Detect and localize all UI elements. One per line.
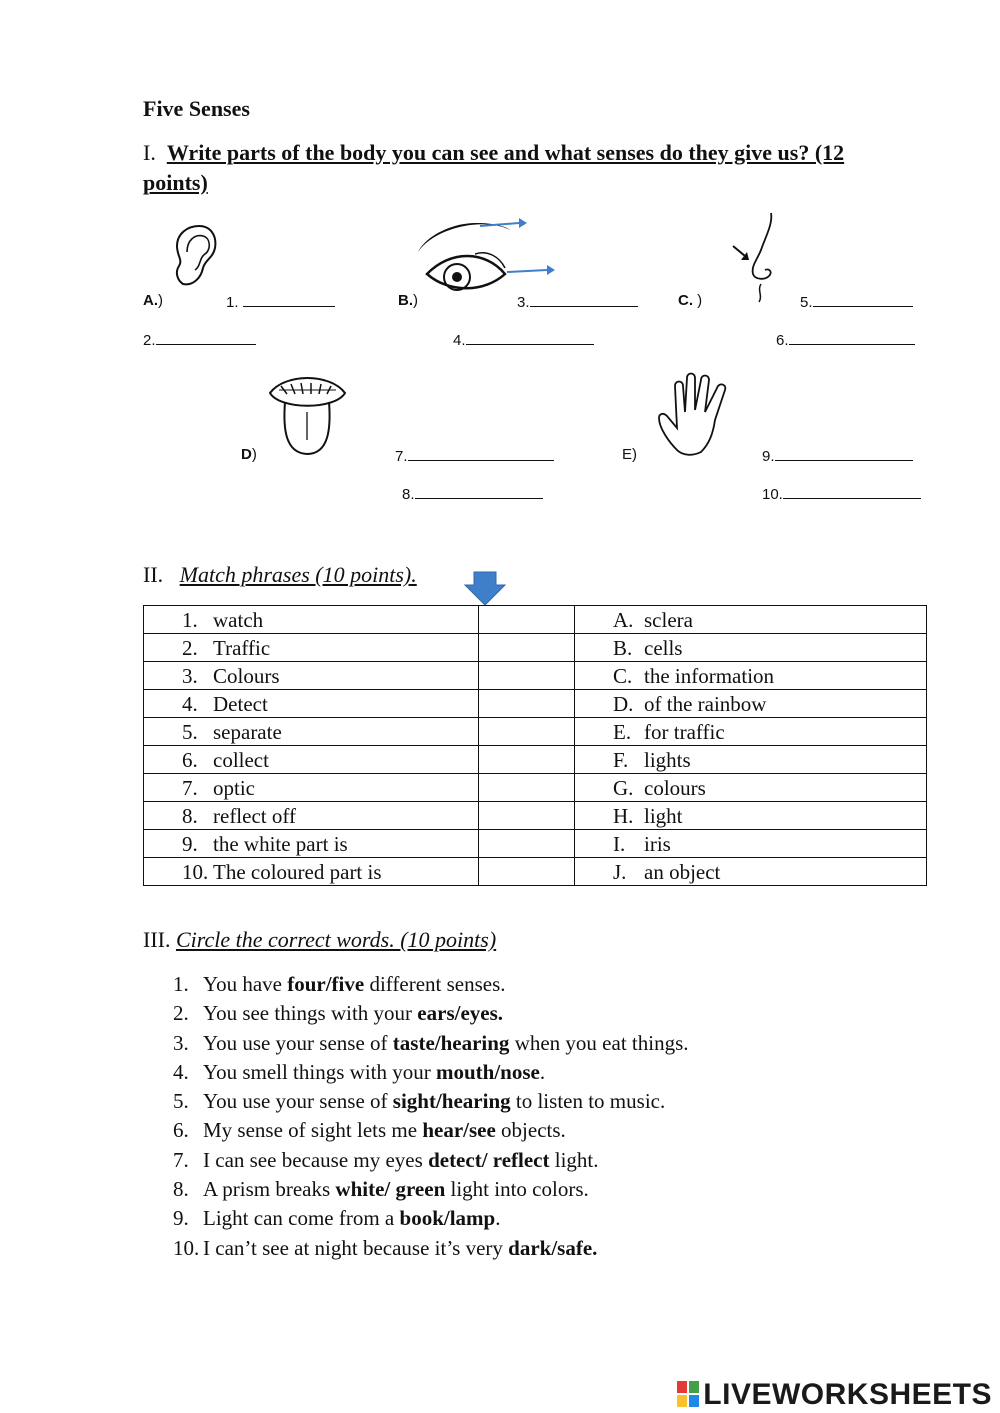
match-row <box>144 634 927 662</box>
item-number: 2. <box>173 1001 189 1026</box>
section-1-heading <box>143 138 913 198</box>
label-e: E) <box>622 446 637 463</box>
item-text-after: different senses. <box>364 972 506 996</box>
label-c: C. ) <box>678 292 703 309</box>
item-text-before: A prism breaks <box>203 1177 336 1202</box>
match-right-text: sclera <box>644 607 693 632</box>
item-text-before: You smell things with your <box>203 1059 436 1084</box>
item-choice-words[interactable]: hear/see <box>422 1118 496 1143</box>
match-left-number: 4. <box>182 691 198 716</box>
match-left-number: 8. <box>182 803 198 828</box>
match-left-cell <box>144 690 479 718</box>
circle-words-list <box>173 970 689 1263</box>
match-right-text: the information <box>644 663 775 688</box>
match-right-cell <box>575 802 927 830</box>
match-left-cell <box>144 634 479 662</box>
match-right-letter: D. <box>613 691 634 716</box>
match-right-cell <box>575 634 927 662</box>
match-right-letter: G. <box>613 775 634 800</box>
item-number: 5. <box>173 1089 189 1114</box>
match-row <box>144 718 927 746</box>
section-2-title: Match phrases (10 points). <box>179 562 417 587</box>
item-number: 8. <box>173 1177 189 1202</box>
match-right-letter: J. <box>613 859 627 884</box>
match-left-text: Colours <box>213 663 280 688</box>
item-number: 7. <box>173 1147 189 1172</box>
match-right-text: an object <box>644 859 721 884</box>
match-left-cell <box>144 774 479 802</box>
item-choice-words[interactable]: detect/ reflect <box>428 1147 550 1172</box>
match-row <box>144 746 927 774</box>
match-row <box>144 690 927 718</box>
item-text-after: . <box>495 1206 501 1231</box>
item-number: 3. <box>173 1030 189 1055</box>
item-number: 9. <box>173 1206 189 1231</box>
match-left-cell <box>144 746 479 774</box>
item-choice-words[interactable]: ears/eyes. <box>417 1001 504 1026</box>
circle-word-item <box>173 1146 689 1175</box>
match-right-letter: B. <box>613 635 633 660</box>
section-1-numeral: I. <box>143 140 156 165</box>
item-text-after: light. <box>549 1147 599 1172</box>
blank-6[interactable]: 6. <box>776 330 915 349</box>
nose-image <box>725 210 785 305</box>
item-text-before: You have <box>203 972 288 996</box>
circle-word-item <box>173 1087 689 1116</box>
match-table <box>143 605 927 886</box>
circle-word-item <box>173 1058 689 1087</box>
match-answer-cell[interactable] <box>479 858 575 886</box>
item-text-before: You see things with your <box>203 1001 418 1026</box>
section-2-numeral: II. <box>143 562 164 587</box>
match-right-cell <box>575 858 927 886</box>
item-number: 6. <box>173 1118 189 1143</box>
blank-2[interactable]: 2. <box>143 330 256 349</box>
match-right-cell <box>575 662 927 690</box>
match-left-cell <box>144 662 479 690</box>
match-left-text: Traffic <box>213 635 271 660</box>
match-left-cell <box>144 802 479 830</box>
match-right-letter: C. <box>613 663 633 688</box>
match-right-cell <box>575 718 927 746</box>
hand-image <box>655 372 740 457</box>
item-text-before: You use your sense of <box>203 1089 393 1114</box>
liveworksheets-logo-icon <box>677 1381 699 1407</box>
item-text-after: when you eat things. <box>509 1030 689 1055</box>
match-left-text: separate <box>213 719 282 744</box>
item-number: 4. <box>173 1059 189 1084</box>
match-left-text: collect <box>213 747 269 772</box>
match-right-cell <box>575 830 927 858</box>
down-arrow-icon <box>464 571 506 606</box>
circle-word-item <box>173 999 689 1028</box>
item-text-before: I can’t see at night because it’s very <box>203 1235 509 1260</box>
ear-image <box>165 222 220 292</box>
item-choice-words[interactable]: dark/safe. <box>508 1235 598 1260</box>
circle-word-item <box>173 970 689 999</box>
item-number: 10. <box>173 1235 200 1260</box>
match-answer-cell[interactable] <box>479 746 575 774</box>
blank-4[interactable]: 4. <box>453 330 594 349</box>
item-choice-words[interactable]: sight/hearing <box>392 1089 511 1114</box>
match-right-text: for traffic <box>644 719 725 744</box>
section-1-question: Write parts of the body you can see and what senses do they give us? (12 points) <box>143 140 845 195</box>
match-answer-cell[interactable] <box>479 774 575 802</box>
match-left-number: 9. <box>182 831 198 856</box>
match-answer-cell[interactable] <box>479 718 575 746</box>
blank-8[interactable]: 8. <box>402 484 543 503</box>
blank-10[interactable]: 10. <box>762 484 921 503</box>
circle-word-item <box>173 1116 689 1145</box>
match-right-text: light <box>644 803 683 828</box>
match-left-number: 5. <box>182 719 198 744</box>
match-left-cell <box>144 606 479 634</box>
match-right-text: iris <box>644 831 671 856</box>
match-right-letter: F. <box>613 747 629 772</box>
match-left-text: the white part is <box>213 831 348 856</box>
match-row <box>144 662 927 690</box>
match-left-text: watch <box>213 607 264 632</box>
match-left-text: optic <box>213 775 255 800</box>
label-b: B.) <box>398 292 418 309</box>
match-answer-cell[interactable] <box>479 830 575 858</box>
circle-word-item <box>173 1175 689 1204</box>
section-3-title: Circle the correct words. (10 points) <box>175 927 497 952</box>
match-answer-cell[interactable] <box>479 634 575 662</box>
item-text-before: My sense of sight lets me <box>203 1118 423 1143</box>
match-left-cell <box>144 858 479 886</box>
item-text-after: light into colors. <box>445 1177 589 1202</box>
match-answer-cell[interactable] <box>479 802 575 830</box>
section-3-numeral: III. <box>143 927 171 952</box>
match-row <box>144 606 927 634</box>
item-text-after: to listen to music. <box>510 1089 666 1114</box>
match-answer-cell[interactable] <box>479 690 575 718</box>
item-choice-words[interactable]: four/five <box>287 972 365 996</box>
item-choice-words[interactable]: taste/hearing <box>392 1030 510 1055</box>
match-right-letter: H. <box>613 803 634 828</box>
item-choice-words[interactable]: white/ green <box>335 1177 446 1202</box>
match-left-number: 1. <box>182 607 198 632</box>
match-right-text: cells <box>644 635 683 660</box>
circle-word-item <box>173 1204 689 1233</box>
match-right-cell <box>575 774 927 802</box>
item-text-after: objects. <box>495 1118 566 1143</box>
match-left-number: 10. <box>182 859 209 884</box>
match-left-number: 2. <box>182 635 198 660</box>
item-number: 1. <box>173 972 189 996</box>
match-left-text: reflect off <box>213 803 296 828</box>
section-2-heading <box>143 562 417 588</box>
item-choice-words[interactable]: mouth/nose <box>435 1059 540 1084</box>
match-right-text: of the rainbow <box>644 691 767 716</box>
match-left-number: 7. <box>182 775 198 800</box>
match-right-letter: E. <box>613 719 632 744</box>
mouth-tongue-image <box>265 368 350 460</box>
item-choice-words[interactable]: book/lamp <box>399 1206 496 1231</box>
match-right-letter: I. <box>613 831 626 856</box>
match-left-number: 3. <box>182 663 198 688</box>
item-text-before: Light can come from a <box>203 1206 400 1231</box>
circle-word-item <box>173 1234 689 1263</box>
label-d: D) <box>241 446 257 463</box>
match-left-text: The coloured part is <box>213 859 382 884</box>
match-left-text: Detect <box>213 691 268 716</box>
match-row <box>144 830 927 858</box>
blank-3[interactable]: 3. <box>517 292 638 311</box>
blank-5[interactable]: 5. <box>800 292 913 311</box>
match-answer-cell[interactable] <box>479 662 575 690</box>
match-answer-cell[interactable] <box>479 606 575 634</box>
match-right-text: lights <box>644 747 691 772</box>
blank-9[interactable]: 9. <box>762 446 913 465</box>
item-text-after: . <box>539 1059 546 1084</box>
label-a: A.) <box>143 292 163 309</box>
match-right-letter: A. <box>613 607 634 632</box>
match-right-text: colours <box>644 775 706 800</box>
match-right-cell <box>575 606 927 634</box>
blank-7[interactable]: 7. <box>395 446 554 465</box>
match-left-cell <box>144 830 479 858</box>
blank-1[interactable]: 1. <box>226 292 335 311</box>
match-row <box>144 802 927 830</box>
match-row <box>144 774 927 802</box>
match-left-number: 6. <box>182 747 198 772</box>
match-right-cell <box>575 746 927 774</box>
worksheet-title: Five Senses <box>143 96 250 121</box>
circle-word-item <box>173 1029 689 1058</box>
match-left-cell <box>144 718 479 746</box>
item-text-before: You use your sense of <box>203 1030 393 1055</box>
item-text-before: I can see because my eyes <box>203 1147 429 1172</box>
liveworksheets-logo: LIVEWORKSHEETS <box>677 1378 992 1412</box>
match-row <box>144 858 927 886</box>
eye-image <box>415 212 560 302</box>
match-right-cell <box>575 690 927 718</box>
section-3-heading <box>143 927 496 953</box>
